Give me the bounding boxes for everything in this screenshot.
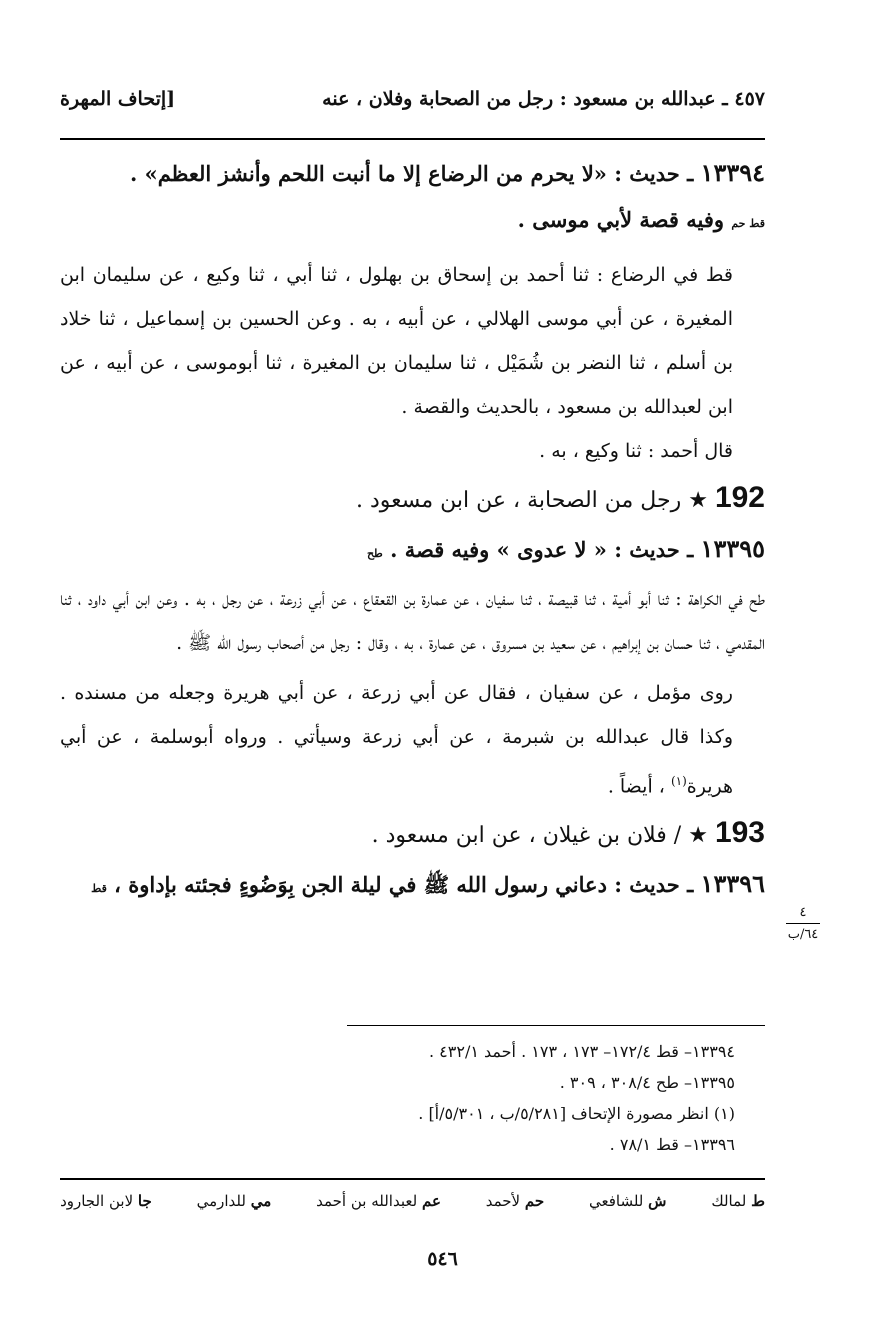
hadith-13396-heading	[60, 861, 765, 912]
abbreviation-key	[60, 1192, 765, 1222]
star-icon: ★	[688, 823, 708, 849]
header-chapter-title: ٤٥٧ ـ عبدالله بن مسعود : رجل من الصحابة وفلان ، عنه	[322, 88, 765, 110]
section-number: 193	[714, 816, 765, 850]
main-text	[60, 150, 765, 912]
hadith-13394-note	[60, 197, 765, 247]
hadith-13394-heading	[60, 150, 765, 197]
section-title: رجل من الصحابة ، عن ابن مسعود .	[355, 488, 682, 513]
footnote: (١) انظر مصورة الإتحاف [٥/٢٨١/ب ، ٥/٣٠١/أ] .	[418, 1104, 735, 1123]
section-193-heading	[60, 808, 765, 861]
section-title: / فلان بن غيلان ، عن ابن مسعود .	[371, 823, 682, 849]
abbreviation-rule	[60, 1178, 765, 1180]
source-siglum: طح	[366, 547, 383, 560]
header-book-title: [إتحاف المهرة	[60, 88, 176, 110]
hadith-number: ١٣٣٩٥	[700, 534, 765, 563]
hadith-text: ـ حديث : «لا يحرم من الرضاع إلا ما أنبت اللحم وأنشز العظم» .	[129, 161, 701, 186]
folio-bottom: ٦٤/ب	[787, 927, 819, 942]
hadith-number: ١٣٣٩٦	[700, 869, 765, 899]
page-number: ٥٤٦	[427, 1248, 458, 1270]
isnad-paragraph: قال أحمد : ثنا وكيع ، به .	[539, 440, 733, 462]
abbreviation-item: جا لابن الجارود	[60, 1192, 152, 1210]
hadith-13395-heading	[60, 526, 765, 577]
abbreviation-item: عم لعبدالله بن أحمد	[316, 1192, 441, 1210]
isnad-paragraph: قط في الرضاع : ثنا أحمد بن إسحاق بن بهلول ، ثنا أبي ، ثنا وكيع ، عن سليمان ابن المغيرة ، عن أبي موسى الهلالي ، عن أبيه ، به . وعن الحسين بن إسماعيل ، ثنا خلاد بن أسلم ، ثنا النضر بن شُمَيْل ، ثنا سليمان بن المغيرة ، ثنا أبوموسى ، عن أبيه ، عن ابن لعبدالله بن مسعود ، بالحديث والقصة .	[60, 264, 733, 418]
commentary-end: ، أيضاً .	[607, 775, 671, 798]
footnote-separator	[347, 1025, 765, 1026]
footnote-reference: (١)	[670, 774, 687, 788]
footnote: ١٣٣٩٦– قط ٧٨/١ .	[609, 1135, 735, 1154]
hadith-text: ـ حديث : دعاني رسول الله ﷺ في ليلة الجن بِوَضُوءٍ فجئته بإداوة ،	[114, 872, 701, 898]
source-siglum: قط	[91, 882, 107, 896]
section-number: 192	[714, 481, 765, 514]
running-header	[60, 88, 765, 122]
footnote: ١٣٣٩٥– طح ٣٠٨/٤ ، ٣٠٩ .	[559, 1073, 735, 1092]
commentary-text: روى مؤمل ، عن سفيان ، فقال عن أبي زرعة ، عن أبي هريرة وجعله من مسنده . وكذا قال عبدالله بن شبرمة ، عن أبي زرعة وسيأتي . ورواه أبوسلمة ، عن أبي هريرة	[60, 682, 733, 798]
section-192-heading	[60, 473, 765, 526]
abbreviation-item: مي للدارمي	[196, 1192, 272, 1210]
star-icon: ★	[688, 488, 708, 513]
manuscript-folio-note	[778, 905, 828, 942]
folio-divider	[786, 923, 820, 924]
header-rule	[60, 138, 765, 140]
abbreviation-item: حم لأحمد	[485, 1192, 545, 1210]
footnote: ١٣٣٩٤– قط ١٧٢/٤– ١٧٣ ، ١٧٣ . أحمد ٤٣٢/١ .	[428, 1042, 735, 1061]
hadith-text-continued: وفيه قصة لأبي موسى .	[517, 207, 725, 232]
hadith-number: ١٣٣٩٤	[700, 158, 765, 187]
folio-top: ٤	[799, 905, 807, 920]
isnad-paragraph: طح في الكراهة : ثنا أبو أمية ، ثنا قبيصة ، ثنا سفيان ، عن عمارة بن القعقاع ، عن أبي زرعة ، عن رجل ، به . وعن ابن أبي داود ، ثنا المقدمي ، ثنا حسان بن إبراهيم ، عن سعيد بن مسروق ، عن عمارة ، به ، وقال : رجل من أصحاب رسول الله ﷺ .	[60, 588, 765, 654]
source-siglum: قط حم	[731, 217, 765, 230]
abbreviation-item: ط لمالك	[711, 1192, 765, 1210]
hadith-text: ـ حديث : « لا عدوى » وفيه قصة .	[390, 537, 701, 562]
footnotes	[300, 1036, 735, 1160]
abbreviation-item: ش للشافعي	[588, 1192, 667, 1210]
commentary-paragraph	[60, 671, 765, 808]
